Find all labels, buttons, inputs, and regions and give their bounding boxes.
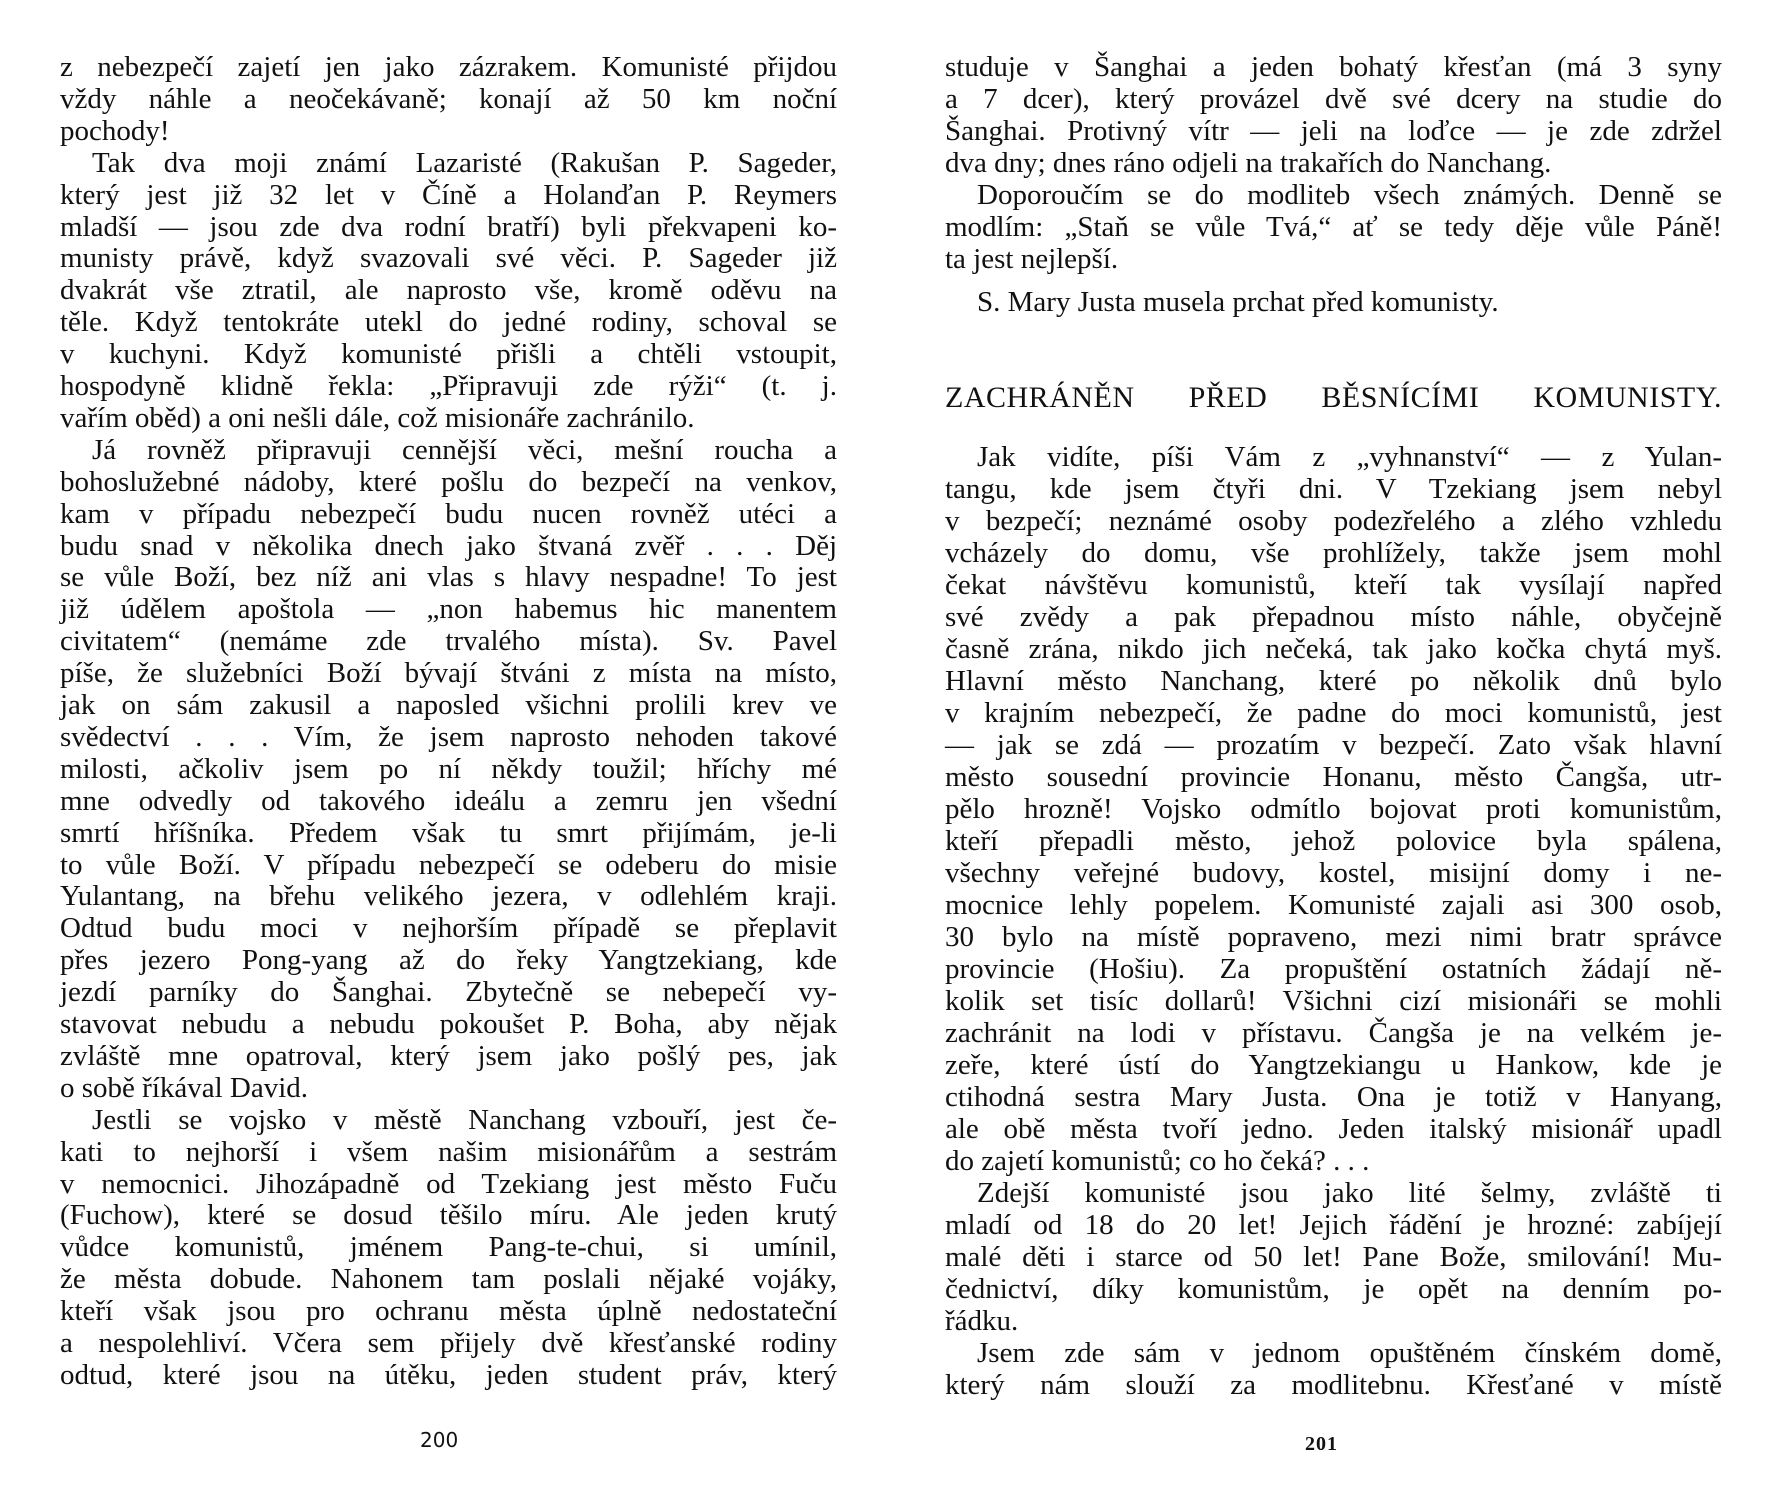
text-line: své zvědy a pak přepadnou místo náhle, obyčejně	[945, 601, 1722, 633]
text-line: Hlavní město Nanchang, které po několik dnů bylo	[945, 665, 1722, 697]
text-line: řádku.	[945, 1305, 1019, 1337]
text-line: čekat návštěvu komunistů, kteří tak vysílají napřed	[945, 569, 1722, 601]
text-line: vůdce komunistů, jménem Pang-te-chui, si umínil,	[60, 1231, 837, 1264]
text-line: Šanghai. Protivný vítr — jeli na loďce — je zde zdržel	[945, 115, 1722, 147]
text-line: Já rovněž připravuji cennější věci, mešní roucha a	[92, 433, 837, 466]
text-line: to vůle Boží. V případu nebezpečí se odeberu do misie	[60, 848, 837, 881]
text-line: milosti, ačkoliv jsem po ní někdy toužil; hříchy mé	[60, 752, 837, 785]
text-line: a nespolehliví. Včera sem přijely dvě křesťanské rodiny	[60, 1327, 837, 1359]
text-line: modlím: „Staň se vůle Tvá,“ ať se tedy děje vůle Páně!	[945, 211, 1722, 243]
text-line: Odtud budu moci v nejhorším případě se přeplavit	[60, 912, 837, 945]
text-line: zeře, které ústí do Yangtzekiangu u Hankow, kde je	[945, 1049, 1722, 1081]
text-line: pělo hrozně! Vojsko odmítlo bojovat proti komunistům,	[945, 793, 1722, 825]
signature-line: S. Mary Justa musela prchat před komunisty.	[977, 286, 1499, 318]
text-line: v kuchyni. Když komunisté přišli a chtěli vstoupit,	[60, 338, 837, 371]
text-line: vždy náhle a neočekávaně; konají až 50 km noční	[60, 82, 837, 115]
text-line: v krajním nebezpečí, že padne do moci komunistů, jest	[945, 697, 1722, 729]
text-line: ctihodná sestra Mary Justa. Ona je totiž v Hanyang,	[945, 1081, 1722, 1113]
text-line: kati to nejhorší i všem našim misionářům a sestrám	[60, 1135, 837, 1168]
text-line: kteří přepadli město, jehož polovice byla spálena,	[945, 825, 1722, 857]
text-line: mladší — jsou zde dva rodní bratří) byli překvapeni ko-	[60, 210, 837, 243]
text-line: Doporoučím se do modliteb všech známých. Denně se	[977, 179, 1722, 211]
text-line: přes jezero Pong-yang až do řeky Yangtzekiang, kde	[60, 944, 837, 977]
text-line: jak on sám zakusil a naposled všichni prolili krev ve	[60, 689, 837, 721]
text-line: 30 bylo na místě popraveno, mezi nimi bratr správce	[945, 921, 1722, 953]
text-line: civitatem“ (nemáme zde trvalého místa). Sv. Pavel	[60, 625, 837, 658]
text-line: kteří však jsou pro ochranu města úplně nedostateční	[60, 1295, 837, 1328]
page-number-left: 200	[420, 1428, 459, 1452]
text-line: Zdejší komunisté jsou jako lité šelmy, zvláště ti	[977, 1177, 1722, 1209]
text-line: malé děti i starce od 50 let! Pane Bože, smilování! Mu-	[945, 1241, 1722, 1273]
text-line: studuje v Šanghai a jeden bohatý křesťan (má 3 syny	[945, 51, 1722, 83]
text-line: který jest již 32 let v Číně a Holanďan P. Reymers	[60, 178, 837, 211]
text-line: munisty právě, když svazovali své věci. P. Sageder již	[60, 242, 837, 275]
text-line: časně zrána, nikdo jich nečeká, tak jako kočka chytá myš.	[945, 633, 1722, 665]
text-line: Jak vidíte, píši Vám z „vyhnanství“ — z Yulan-	[977, 441, 1722, 473]
text-line: těle. Když tentokráte utekl do jedné rodiny, schoval se	[60, 306, 837, 339]
text-line: mocnice lehly popelem. Komunisté zajali asi 300 osob,	[945, 889, 1722, 921]
text-line: se vůle Boží, bez níž ani vlas s hlavy nespadne! To jest	[60, 561, 837, 594]
text-line: ta jest nejlepší.	[945, 243, 1119, 275]
text-line: čednictví, díky komunistům, je opět na denním po-	[945, 1273, 1722, 1305]
text-line: město sousední provincie Honanu, město Čangša, utr-	[945, 761, 1722, 793]
text-line: mne odvedly od takového ideálu a zemru jen všední	[60, 784, 837, 817]
text-line: bohoslužebné nádoby, které pošlu do bezpečí na venkov,	[60, 465, 837, 498]
text-line: o sobě říkával David.	[60, 1071, 309, 1104]
text-line: (Fuchow), které se dosud těšilo míru. Ale jeden krutý	[60, 1199, 837, 1232]
text-line: odtud, které jsou na útěku, jeden student práv, který	[60, 1358, 837, 1391]
text-line: stavovat nebudu a nebudu pokoušet P. Boha, aby nějak	[60, 1008, 837, 1040]
right-page	[887, 0, 1774, 1500]
text-line: dva dny; dnes ráno odjeli na trakařích do Nanchang.	[945, 147, 1552, 179]
text-line: mladí od 18 do 20 let! Jejich řádění je hrozné: zabíjejí	[945, 1209, 1722, 1241]
text-line: budu snad v několika dnech jako štvaná zvěř . . . Děj	[60, 529, 837, 562]
text-line: vcházely do domu, vše prohlížely, takže jsem mohl	[945, 537, 1722, 569]
text-line: zachránit na lodi v přístavu. Čangša je na velkém je-	[945, 1017, 1722, 1049]
text-line: jezdí parníky do Šanghai. Zbytečně se nebepečí vy-	[60, 976, 837, 1009]
text-line: v bezpečí; neznámé osoby podezřelého a zlého vzhledu	[945, 505, 1722, 537]
text-line: provincie (Hošiu). Za propuštění ostatních žádají ně-	[945, 953, 1722, 985]
text-line: smrtí hříšníka. Předem však tu smrt přijímám, je-li	[60, 816, 837, 849]
text-line: — jak se zdá — prozatím v bezpečí. Zato však hlavní	[945, 729, 1722, 761]
text-line: píše, že služebníci Boží bývají štváni z místa na místo,	[60, 657, 837, 690]
text-line: svědectví . . . Vím, že jsem naprosto nehoden takové	[60, 720, 837, 753]
text-line: kam v případu nebezpečí budu nucen rovněž utéci a	[60, 497, 837, 530]
text-line: pochody!	[60, 114, 170, 147]
text-line: Tak dva moji známí Lazaristé (Rakušan P. Sageder,	[92, 146, 837, 179]
text-line: vařím oběd) a oni nešli dále, což misionáře zachránilo.	[60, 401, 695, 434]
text-line: z nebezpečí zajetí jen jako zázrakem. Komunisté přijdou	[60, 51, 837, 83]
page-number-right: 201	[1305, 1433, 1338, 1455]
text-line: již údělem apoštola — „non habemus hic manentem	[60, 593, 837, 626]
text-line: všechny veřejné budovy, kostel, misijní domy i ne-	[945, 857, 1722, 889]
text-line: Yulantang, na břehu velikého jezera, v odlehlém kraji.	[60, 880, 837, 913]
text-line: do zajetí komunistů; co ho čeká? . . .	[945, 1145, 1370, 1177]
text-line: kolik set tisíc dollarů! Všichni cizí misionáři se mohli	[945, 985, 1722, 1017]
text-line: tangu, kde jsem čtyři dni. V Tzekiang jsem nebyl	[945, 473, 1722, 505]
section-heading: ZACHRÁNĚN PŘED BĚSNÍCÍMI KOMUNISTY.	[945, 381, 1722, 414]
text-line: který nám slouží za modlitebnu. Křesťané v místě	[945, 1369, 1722, 1401]
text-line: v nemocnici. Jihozápadně od Tzekiang jest město Fuču	[60, 1167, 837, 1200]
text-line: zvláště mne opatroval, který jsem jako pošlý pes, jak	[60, 1039, 837, 1072]
text-line: ale obě města tvoří jedno. Jeden italský misionář upadl	[945, 1113, 1722, 1145]
text-line: a 7 dcer), který provázel dvě své dcery na studie do	[945, 83, 1722, 115]
text-line: že města dobude. Nahonem tam poslali nějaké vojáky,	[60, 1263, 837, 1296]
text-line: Jsem zde sám v jednom opuštěném čínském domě,	[977, 1337, 1722, 1369]
text-line: dvakrát vše ztratil, ale naprosto vše, kromě oděvu na	[60, 274, 837, 307]
text-line: Jestli se vojsko v městě Nanchang vzbouří, jest če-	[92, 1103, 837, 1136]
text-line: hospodyně klidně řekla: „Připravuji zde rýži“ (t. j.	[60, 370, 837, 402]
